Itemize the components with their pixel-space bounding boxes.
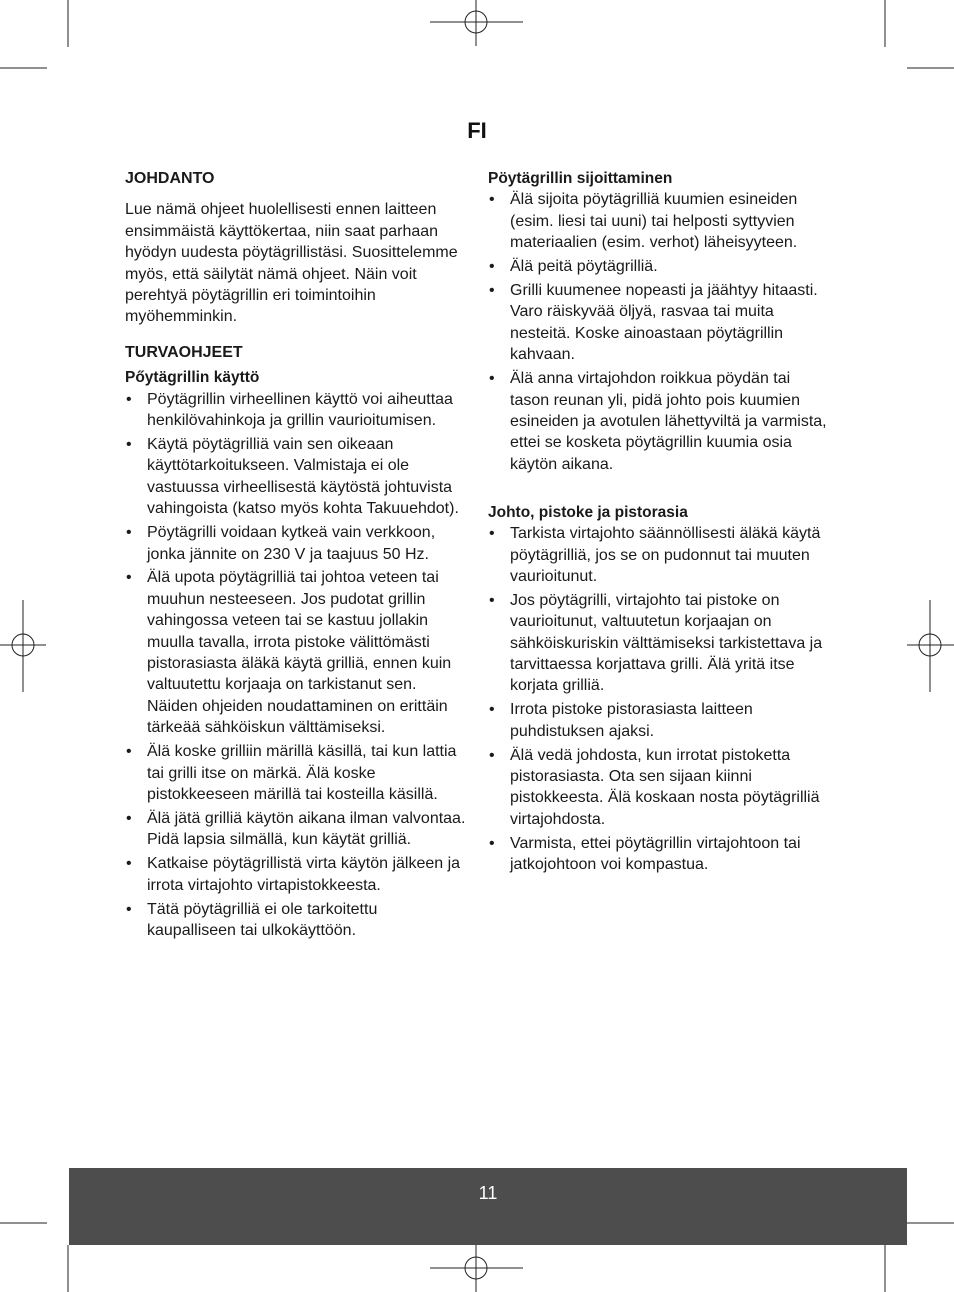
list-item: • Grilli kuumenee nopeasti ja jäähtyy hitaasti. Varo räiskyvää öljyä, rasvaa tai muita nesteitä. Koske ainoastaan pöytägrillin kahvaan. [488,280,833,366]
left-column [125,168,470,944]
list-item: • Irrota pistoke pistorasiasta laitteen puhdistuksen ajaksi. [488,699,833,742]
usage-list [125,389,470,942]
list-item: • Pöytägrillin virheellinen käyttö voi aiheuttaa henkilövahinkoja ja grillin vaurioitumisen. [125,389,470,432]
list-item: • Pöytägrilli voidaan kytkeä vain verkkoon, jonka jännite on 230 V ja taajuus 50 Hz. [125,522,470,565]
list-item: • Älä sijoita pöytägrilliä kuumien esineiden (esim. liesi tai uuni) tai helposti syttyvien materiaalien (esim. verhot) läheisyyteen. [488,189,833,253]
page-number: 11 [478,1183,498,1203]
list-item: • Katkaise pöytägrillistä virta käytön jälkeen ja irrota virtajohto virtapistokkeesta. [125,853,470,896]
list-item: • Tätä pöytägrilliä ei ole tarkoitettu kaupalliseen tai ulkokäyttöön. [125,899,470,942]
list-item: • Älä koske grilliin märillä käsillä, tai kun lattia tai grilli itse on märkä. Älä koske pistokkeeseen märillä tai kosteilla käsillä. [125,741,470,805]
cord-list [488,523,833,876]
safety-heading: TURVAOHJEET [125,343,243,361]
footer-bar [69,1168,907,1245]
list-item: • Älä anna virtajohdon roikkua pöydän tai tason reunan yli, pidä johto pois kuumien esineiden ja avotulen lähettyviltä ja varmista, ettei se kosketa pöytägrillin kuumia osia käytön aikana. [488,368,833,475]
right-column [488,168,833,878]
list-item: • Varmista, ettei pöytägrillin virtajohtoon tai jatkojohtoon voi kompastua. [488,833,833,876]
list-item: • Älä upota pöytägrilliä tai johtoa veteen tai muuhun nesteeseen. Jos pudotat grillin vahingossa veteen tai se kastuu jollakin muulla tavalla, irrota pistoke välittömästi pistorasiasta äläkä käytä grilliä, ennen kuin valtuutettu korjaaja on tarkistanut sen. Näiden ohjeiden noudattaminen on erittäin tärkeää sähköiskun välttämiseksi. [125,567,470,738]
list-item: • Jos pöytägrilli, virtajohto tai pistoke on vaurioitunut, valtuutetun korjaajan on sähköiskuriskin välttämiseksi tarkistettava ja tarvittaessa korjattava grilli. Älä yritä itse korjata grilliä. [488,590,833,697]
cord-subheading: Johto, pistoke ja pistorasia [488,503,688,521]
language-code: FI [467,118,487,143]
placement-list [488,189,833,475]
list-item: • Älä vedä johdosta, kun irrotat pistoketta pistorasiasta. Ota sen sijaan kiinni pistokkeesta. Älä koskaan nosta pöytägrilliä virtajohdosta. [488,745,833,831]
placement-subheading: Pöytägrillin sijoittaminen [488,170,673,187]
list-item: • Älä jätä grilliä käytön aikana ilman valvontaa. Pidä lapsia silmällä, kun käytät grilliä. [125,808,470,851]
intro-heading: JOHDANTO [125,170,215,187]
usage-subheading: Pőytägrillin käyttö [125,369,260,387]
list-item: • Tarkista virtajohto säännöllisesti äläkä käytä pöytägrilliä, jos se on pudonnut tai muuten vaurioitunut. [488,523,833,587]
list-item: • Älä peitä pöytägrilliä. [488,256,833,277]
list-item: • Käytä pöytägrilliä vain sen oikeaan käyttötarkoitukseen. Valmistaja ei ole vastuussa virheellisestä käytöstä johtuvista vahingoista (katso myös kohta Takuuehdot). [125,434,470,520]
intro-text: Lue nämä ohjeet huolellisesti ennen laitteen ensimmäistä käyttökertaa, niin saat parhaan hyödyn uudesta pöytägrillistäsi. Suosittelemme myös, että säilytät nämä ohjeet. Näin voit perehtyä pöytägrillin eri toimintoihin myöhemminkin. [125,201,458,326]
